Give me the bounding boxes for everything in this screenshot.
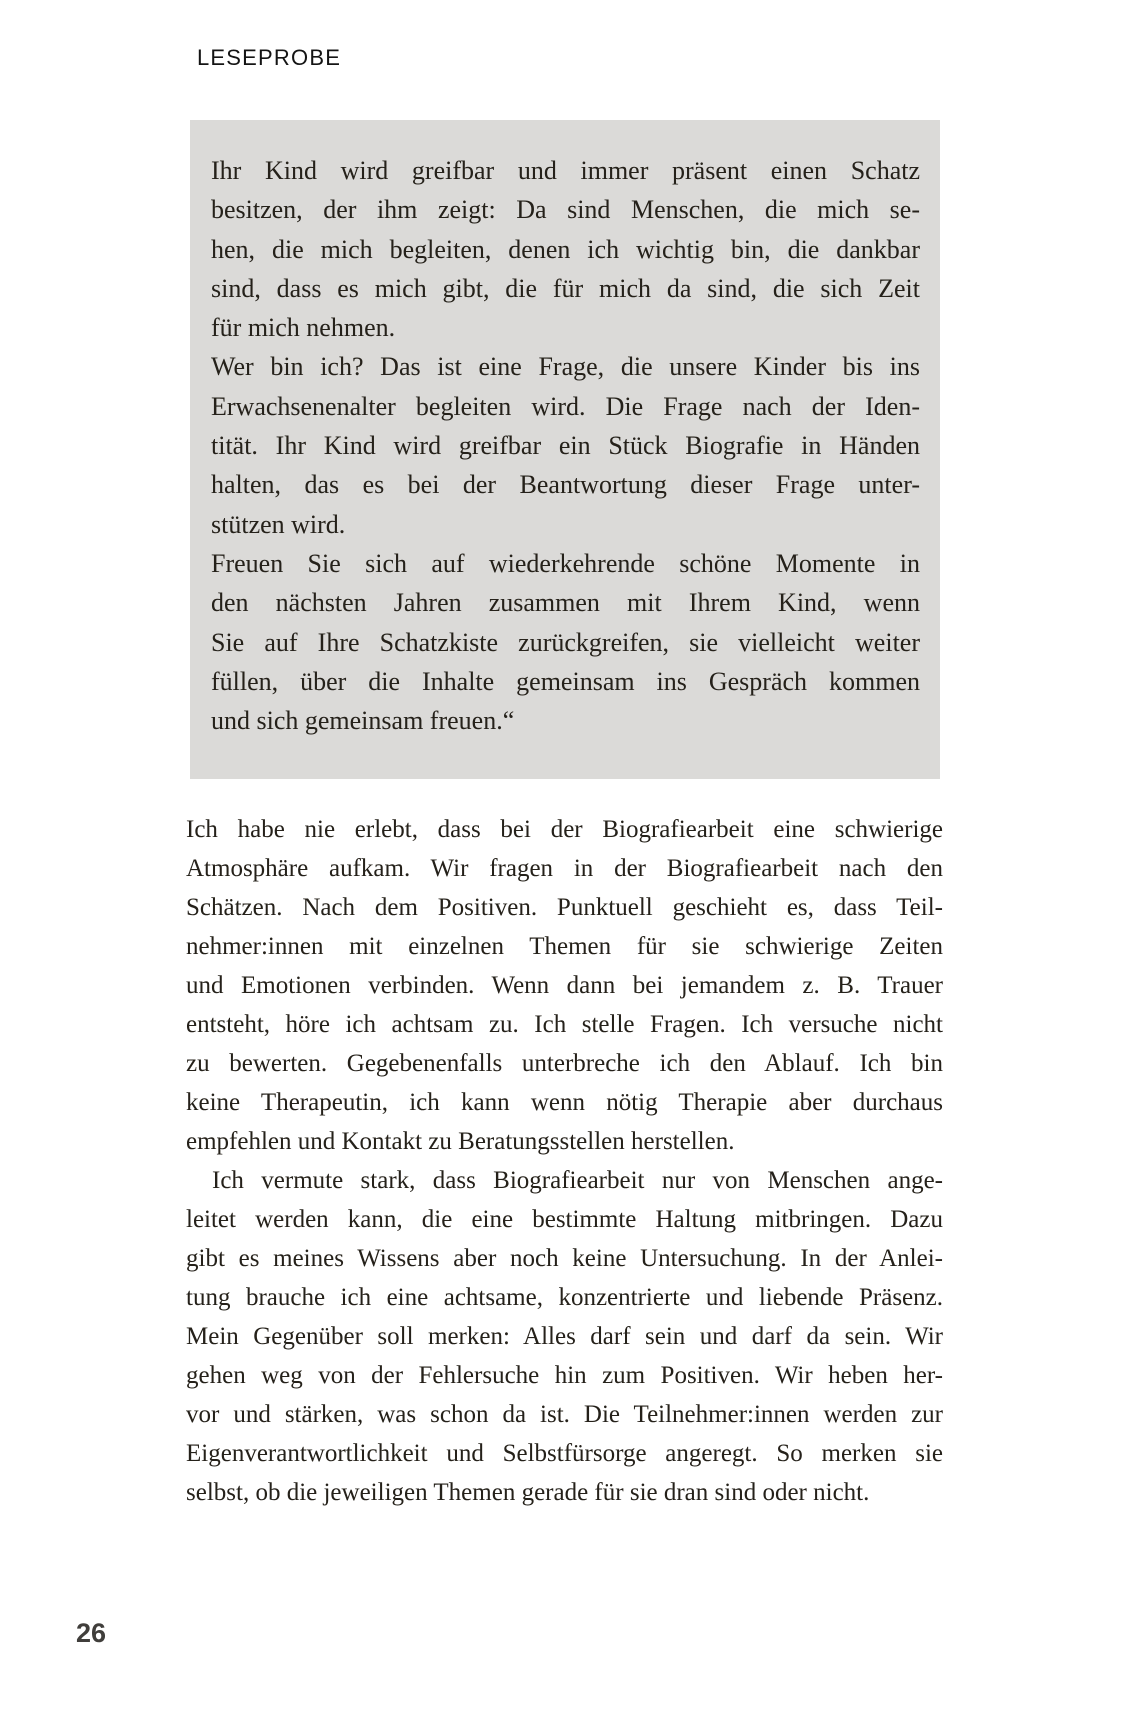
text-line: hen, die mich begleiten, denen ich wichtig bin, die dankbar xyxy=(211,234,920,264)
text-line: stützen wird. xyxy=(211,509,346,539)
quote-paragraph xyxy=(211,151,920,347)
text-line: vor und stärken, was schon da ist. Die Teilnehmer:innen werden zur xyxy=(186,1401,943,1428)
page-number: 26 xyxy=(76,1618,107,1648)
body-paragraph xyxy=(186,1161,943,1512)
text-line: Mein Gegenüber soll merken: Alles darf sein und darf da sein. Wir xyxy=(186,1323,943,1350)
text-line: Ich habe nie erlebt, dass bei der Biografiearbeit eine schwierige xyxy=(186,816,943,843)
text-line: füllen, über die Inhalte gemeinsam ins Gespräch kommen xyxy=(211,666,920,696)
text-line: für mich nehmen. xyxy=(211,313,396,343)
text-line: sind, dass es mich gibt, die für mich da sind, die sich Zeit xyxy=(211,273,920,303)
text-line: tung brauche ich eine achtsame, konzentrierte und liebende Präsenz. xyxy=(186,1284,943,1311)
text-line: Freuen Sie sich auf wiederkehrende schöne Momente in xyxy=(211,548,920,578)
text-line: leitet werden kann, die eine bestimmte Haltung mitbringen. Dazu xyxy=(186,1206,943,1233)
text-line: Sie auf Ihre Schatzkiste zurückgreifen, sie vielleicht weiter xyxy=(211,627,920,657)
text-line: den nächsten Jahren zusammen mit Ihrem Kind, wenn xyxy=(211,588,920,618)
text-line: Wer bin ich? Das ist eine Frage, die unsere Kinder bis ins xyxy=(211,352,920,382)
text-line: und sich gemeinsam freuen.“ xyxy=(211,706,515,736)
text-line: keine Therapeutin, ich kann wenn nötig Therapie aber durchaus xyxy=(186,1089,943,1116)
quote-paragraph xyxy=(211,544,920,740)
text-line: halten, das es bei der Beantwortung dieser Frage unter- xyxy=(211,470,920,500)
text-line: Schätzen. Nach dem Positiven. Punktuell geschieht es, dass Teil- xyxy=(186,894,943,921)
text-line: zu bewerten. Gegebenenfalls unterbreche ich den Ablauf. Ich bin xyxy=(186,1050,943,1077)
text-line: Eigenverantwortlichkeit und Selbstfürsorge angeregt. So merken sie xyxy=(186,1440,943,1467)
body-paragraph xyxy=(186,810,943,1161)
body-text xyxy=(186,810,943,1512)
text-line: gehen weg von der Fehlersuche hin zum Positiven. Wir heben her- xyxy=(186,1362,943,1389)
text-line: Ihr Kind wird greifbar und immer präsent einen Schatz xyxy=(211,156,920,185)
text-line: Erwachsenenalter begleiten wird. Die Frage nach der Iden- xyxy=(211,391,920,421)
text-line: nehmer:innen mit einzelnen Themen für sie schwierige Zeiten xyxy=(186,933,943,960)
text-line: und Emotionen verbinden. Wenn dann bei jemandem z. B. Trauer xyxy=(186,972,943,999)
text-line: selbst, ob die jeweiligen Themen gerade für sie dran sind oder nicht. xyxy=(186,1479,870,1506)
page-header-label: LESEPROBE xyxy=(197,45,342,70)
text-line: empfehlen und Kontakt zu Beratungsstellen herstellen. xyxy=(186,1128,735,1155)
text-line: besitzen, der ihm zeigt: Da sind Menschen, die mich se- xyxy=(211,195,920,225)
text-line: tität. Ihr Kind wird greifbar ein Stück Biografie in Händen xyxy=(211,431,920,461)
text-line: Ich vermute stark, dass Biografiearbeit nur von Menschen ange- xyxy=(212,1167,943,1194)
text-line: gibt es meines Wissens aber noch keine Untersuchung. In der Anlei- xyxy=(186,1245,943,1272)
quote-paragraph xyxy=(211,347,920,543)
text-line: Atmosphäre aufkam. Wir fragen in der Biografiearbeit nach den xyxy=(186,855,943,882)
text-line: entsteht, höre ich achtsam zu. Ich stelle Fragen. Ich versuche nicht xyxy=(186,1011,943,1038)
quote-block xyxy=(190,120,940,779)
